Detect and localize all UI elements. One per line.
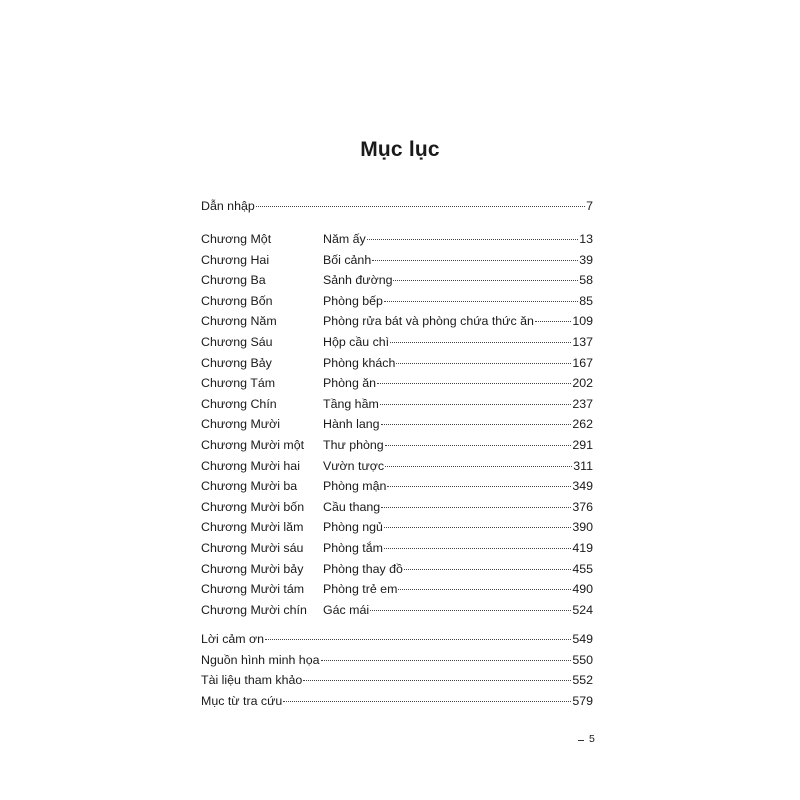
- dot-leader: [387, 486, 571, 487]
- chapter-label: Chương Bảy: [201, 355, 272, 370]
- toc-entry-chapter: [201, 231, 593, 247]
- toc-entry-title: Phòng tắm: [323, 541, 383, 555]
- dot-leader: [283, 701, 571, 702]
- toc-page-number: 419: [572, 541, 593, 555]
- toc-page-number: 167: [572, 355, 593, 370]
- chapter-label: Chương Sáu: [201, 335, 273, 349]
- toc-entry-chapter: [201, 602, 593, 618]
- toc-page-number: 137: [572, 335, 593, 349]
- toc-page-number: 552: [572, 673, 593, 688]
- toc-entry-title: Năm ấy: [323, 232, 366, 246]
- toc-entry-chapter: [201, 540, 593, 556]
- dot-leader: [535, 321, 571, 322]
- toc-entry-back-matter: [201, 652, 593, 668]
- toc-page-number: 85: [579, 293, 593, 308]
- toc-entry-chapter: [201, 272, 593, 288]
- toc-entry-title: Nguồn hình minh họa: [201, 652, 320, 667]
- dot-leader: [377, 383, 571, 384]
- toc-page-number: 390: [572, 520, 593, 535]
- dot-leader: [321, 660, 572, 661]
- toc-entry-title: Hộp cầu chì: [323, 335, 390, 349]
- chapter-label: Chương Mười hai: [201, 458, 300, 473]
- toc-entry-title: Sảnh đường: [323, 273, 393, 288]
- toc-page-number: 39: [579, 252, 593, 267]
- toc-page-number: 13: [579, 232, 593, 246]
- chapter-label: Chương Mười bốn: [201, 499, 305, 514]
- toc-entry-chapter: [201, 437, 593, 453]
- toc-entry-intro: [201, 198, 593, 214]
- toc-page-number: 237: [572, 396, 593, 411]
- toc-entry-title: Lời cảm ơn: [201, 632, 265, 646]
- chapter-label: Chương Mười: [201, 417, 280, 432]
- folio-number: 5: [589, 733, 595, 745]
- toc-entry-title: Phòng thay đồ: [323, 561, 403, 576]
- toc-page-number: 58: [579, 273, 593, 288]
- chapter-label: Chương Một: [201, 232, 272, 246]
- toc-entry-chapter: [201, 458, 593, 474]
- toc-entry-title: Bối cảnh: [323, 252, 372, 267]
- chapter-label: Chương Ba: [201, 273, 266, 288]
- toc-entry-chapter: [201, 519, 593, 535]
- dot-leader: [367, 239, 579, 240]
- chapter-label: Chương Mười lăm: [201, 520, 304, 535]
- toc-page-number: 311: [573, 458, 593, 473]
- dot-leader: [303, 680, 571, 681]
- toc-entry-title: Phòng ăn: [323, 376, 377, 391]
- dot-leader: [370, 610, 571, 611]
- page-title: Mục lục: [360, 138, 440, 161]
- toc-entry-title: Phòng bếp: [323, 293, 383, 308]
- toc-page-number: 549: [572, 632, 593, 646]
- dot-leader: [265, 639, 571, 640]
- toc-page-number: 490: [572, 582, 593, 597]
- dot-leader: [396, 363, 571, 364]
- dot-leader: [390, 342, 571, 343]
- toc-entry-chapter: [201, 416, 593, 432]
- toc-entry-title: Gác mái: [323, 602, 370, 617]
- toc-entry-chapter: [201, 499, 593, 515]
- chapter-label: Chương Năm: [201, 314, 277, 329]
- toc-page-number: 550: [572, 652, 593, 667]
- toc-page-number: 7: [586, 199, 593, 213]
- toc-entry-title: Vườn tược: [323, 458, 385, 473]
- chapter-label: Chương Tám: [201, 376, 276, 391]
- toc-page-number: 202: [572, 376, 593, 391]
- dot-leader: [372, 260, 578, 261]
- toc-entry-back-matter: [201, 631, 593, 647]
- chapter-label: Chương Mười chín: [201, 602, 307, 617]
- dot-leader: [381, 507, 571, 508]
- toc-entry-title: Phòng rửa bát và phòng chứa thức ăn: [323, 314, 534, 329]
- toc-page-number: 109: [572, 314, 593, 329]
- toc-entry-title: Dẫn nhập: [201, 199, 255, 213]
- chapter-label: Chương Bốn: [201, 293, 273, 308]
- toc-entry-title: Hành lang: [323, 417, 380, 432]
- toc-entry-chapter: [201, 561, 593, 577]
- toc-entry-title: Mục từ tra cứu: [201, 693, 283, 708]
- toc-entry-title: Cầu thang: [323, 499, 381, 514]
- dot-leader: [398, 589, 571, 590]
- chapter-label: Chương Mười ba: [201, 479, 298, 494]
- chapter-label: Chương Mười tám: [201, 582, 305, 597]
- toc-entry-back-matter: [201, 672, 593, 688]
- dot-leader: [384, 301, 578, 302]
- toc-page-number: 376: [572, 499, 593, 514]
- folio-dash: [578, 740, 584, 741]
- toc-entry-chapter: [201, 375, 593, 391]
- chapter-label: Chương Mười một: [201, 438, 305, 452]
- dot-leader: [381, 424, 572, 425]
- page-folio: [578, 733, 595, 745]
- toc-entry-chapter: [201, 396, 593, 412]
- toc-entry-chapter: [201, 293, 593, 309]
- dot-leader: [256, 206, 585, 207]
- toc-page-number: 349: [572, 479, 593, 494]
- toc-entry-title: Phòng trẻ em: [323, 582, 398, 597]
- chapter-label: Chương Mười bảy: [201, 561, 304, 576]
- chapter-label: Chương Hai: [201, 252, 270, 267]
- toc-entry-chapter: [201, 478, 593, 494]
- toc-entry-title: Thư phòng: [323, 438, 384, 452]
- dot-leader: [380, 404, 572, 405]
- toc-entry-chapter: [201, 252, 593, 268]
- toc-entry-title: Tài liệu tham khảo: [201, 673, 303, 688]
- toc-entry-back-matter: [201, 693, 593, 709]
- toc-page-number: 524: [572, 602, 593, 617]
- toc-entry-title: Phòng ngủ: [323, 520, 383, 535]
- toc-page-number: 262: [572, 417, 593, 432]
- toc-entry-title: Phòng khách: [323, 355, 396, 370]
- dot-leader: [385, 466, 572, 467]
- dot-leader: [384, 527, 571, 528]
- dot-leader: [384, 548, 571, 549]
- toc-entry-chapter: [201, 313, 593, 329]
- chapter-label: Chương Chín: [201, 396, 277, 411]
- toc-entry-title: Phòng mận: [323, 479, 387, 494]
- toc-entry-chapter: [201, 334, 593, 350]
- chapter-label: Chương Mười sáu: [201, 541, 304, 555]
- toc-page-number: 579: [572, 693, 593, 708]
- toc-entry-title: Tầng hầm: [323, 396, 379, 411]
- toc-entry-chapter: [201, 581, 593, 597]
- dot-leader: [393, 280, 578, 281]
- toc-page-number: 291: [572, 438, 593, 452]
- dot-leader: [404, 569, 571, 570]
- dot-leader: [385, 445, 572, 446]
- toc-entry-chapter: [201, 355, 593, 371]
- toc-page-number: 455: [572, 561, 593, 576]
